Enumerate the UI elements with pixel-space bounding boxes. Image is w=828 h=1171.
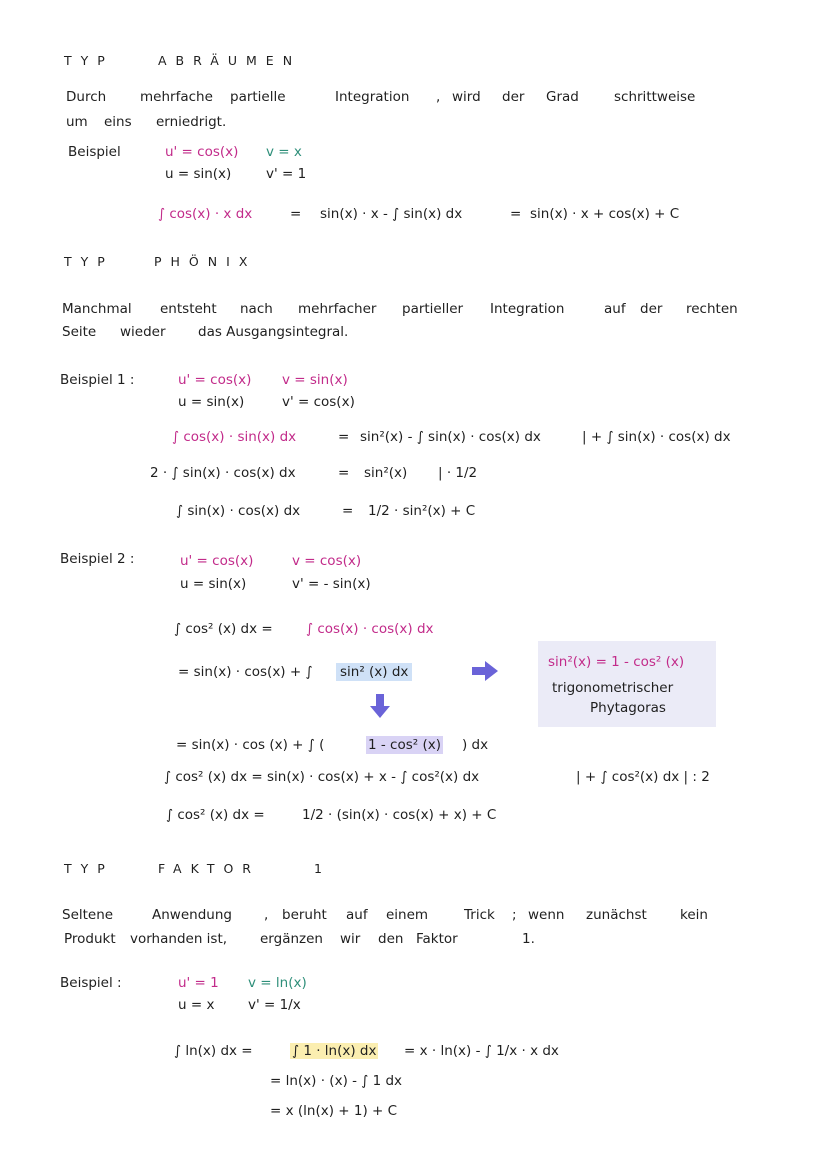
desc-word: wieder [120, 324, 166, 340]
heading-number: 1 [314, 861, 331, 876]
desc-word: wir [340, 931, 361, 947]
box-line3: Phytagoras [590, 700, 666, 716]
ex2-line2-b: sin² (x) dx [336, 663, 412, 681]
example-label: Beispiel 2 : [60, 551, 135, 567]
desc-word: mehrfacher [298, 301, 377, 317]
ex2-line4-op: | + ∫ cos²(x) dx | : 2 [576, 769, 710, 785]
ex2-line2-a: = sin(x) · cos(x) + ∫ [178, 664, 313, 680]
desc-word: Faktor [416, 931, 458, 947]
f1-line1-rhs: = x · ln(x) - ∫ 1/x · x dx [404, 1043, 559, 1059]
arrow-right-icon [472, 661, 498, 681]
desc-word: ergänzen [260, 931, 323, 947]
desc-word: den [378, 931, 404, 947]
desc-word: Seltene [62, 907, 114, 923]
u-prime: u' = 1 [178, 975, 219, 991]
u-prime: u' = cos(x) [165, 144, 239, 160]
equals: = [290, 206, 302, 222]
ex2-line1-lhs: ∫ cos² (x) dx = [174, 621, 273, 637]
v: v = x [266, 144, 302, 160]
desc-word: entsteht [160, 301, 217, 317]
desc-word: Integration [335, 89, 410, 105]
desc-word: der [640, 301, 663, 317]
equals: = [510, 206, 522, 222]
ex1-line3-lhs: ∫ sin(x) · cos(x) dx [176, 503, 301, 519]
desc-word: zunächst [586, 907, 647, 923]
ex2-line3-b: 1 - cos² (x) [368, 737, 441, 753]
desc-word: der [502, 89, 525, 105]
desc-word: einem [386, 907, 429, 923]
equation-mid: sin(x) · x - ∫ sin(x) dx [320, 206, 463, 222]
ex1-line2-op: | · 1/2 [438, 465, 478, 481]
heading-typ: TYP [64, 861, 114, 876]
f1-line1-mid-text: ∫ 1 · ln(x) dx [292, 1043, 377, 1059]
ex1-line2-lhs: 2 · ∫ sin(x) · cos(x) dx [150, 465, 296, 481]
v: v = ln(x) [248, 975, 307, 991]
ex1-line1-a [172, 428, 296, 446]
u: u = sin(x) [180, 576, 247, 592]
desc-word: Grad [546, 89, 579, 105]
desc-word: partielle [230, 89, 286, 105]
ex1-line1-b-text: sin(x) dx [237, 429, 297, 445]
ex2-line5-lhs: ∫ cos² (x) dx = [166, 807, 265, 823]
desc-word: wird [452, 89, 481, 105]
ex1-line3-rhs: 1/2 · sin²(x) + C [368, 503, 476, 519]
desc-word: ; [512, 907, 517, 923]
desc-word: nach [240, 301, 273, 317]
desc-word: erniedrigt. [156, 114, 227, 130]
desc-word: partieller [402, 301, 464, 317]
desc-word: um [66, 114, 88, 130]
desc-word: beruht [282, 907, 327, 923]
desc-word: Anwendung [152, 907, 232, 923]
desc-word: Manchmal [62, 301, 132, 317]
ex1-line1-a-text: ∫ cos(x) · [172, 429, 234, 445]
heading-typ: TYP [64, 53, 114, 68]
desc-word: , [436, 89, 441, 105]
desc-word: 1. [522, 931, 535, 947]
desc-word: kein [680, 907, 708, 923]
desc-word: auf [346, 907, 368, 923]
ex1-line1-rhs: sin²(x) - ∫ sin(x) · cos(x) dx [360, 429, 541, 445]
ex2-line3-c: ) dx [462, 737, 489, 753]
example-label: Beispiel : [60, 975, 122, 991]
heading-phoenix: PHÖNIX [154, 254, 257, 269]
equals: = [342, 503, 354, 519]
u-prime: u' = cos(x) [180, 553, 254, 569]
v-prime: v' = 1 [266, 166, 307, 182]
desc-word: rechten [686, 301, 738, 317]
desc-word: Trick [464, 907, 495, 923]
desc-word: Durch [66, 89, 107, 105]
f1-line2: = ln(x) · (x) - ∫ 1 dx [270, 1073, 403, 1089]
u: u = sin(x) [178, 394, 245, 410]
u: u = sin(x) [165, 166, 232, 182]
u-prime: u' = cos(x) [178, 372, 252, 388]
desc-word: Produkt [64, 931, 116, 947]
v: v = cos(x) [292, 553, 362, 569]
box-line2: trigonometrischer [552, 680, 674, 696]
example-label: Beispiel [68, 144, 121, 160]
ex2-line3-a: = sin(x) · cos (x) + ∫ ( [176, 737, 325, 753]
f1-line3: = x (ln(x) + 1) + C [270, 1103, 398, 1119]
desc-word: schrittweise [614, 89, 696, 105]
f1-line1-mid [290, 1042, 378, 1060]
v-prime: v' = cos(x) [282, 394, 355, 410]
example-label: Beispiel 1 : [60, 372, 135, 388]
box-line1: sin²(x) = 1 - cos² (x) [548, 654, 685, 670]
heading-typ: TYP [64, 254, 114, 269]
desc-word: das Ausgangsintegral. [198, 324, 349, 340]
u: u = x [178, 997, 215, 1013]
ex2-line1-rhs: ∫ cos(x) · cos(x) dx [306, 621, 434, 637]
v: v = sin(x) [282, 372, 348, 388]
equation-lhs [158, 205, 252, 223]
info-box [538, 641, 716, 727]
equals: = [338, 429, 350, 445]
heading-faktor: FAKTOR [158, 861, 260, 876]
ex2-line4: ∫ cos² (x) dx = sin(x) · cos(x) + x - ∫ cos²(x) dx [164, 769, 480, 785]
desc-word: eins [104, 114, 132, 130]
desc-word: Integration [490, 301, 565, 317]
ex2-line5-rhs: 1/2 · (sin(x) · cos(x) + x) + C [302, 807, 497, 823]
f1-line1-lhs: ∫ ln(x) dx = [174, 1043, 253, 1059]
v-prime: v' = 1/x [248, 997, 301, 1013]
equals: = [338, 465, 350, 481]
desc-word: wenn [528, 907, 565, 923]
arrow-down-icon [370, 694, 390, 718]
heading-abraeumen: ABRÄUMEN [158, 53, 302, 68]
equation-lhs-text: ∫ cos(x) · x dx [158, 206, 253, 222]
equation-rhs: sin(x) · x + cos(x) + C [530, 206, 680, 222]
ex1-line1-op: | + ∫ sin(x) · cos(x) dx [582, 429, 731, 445]
desc-word: auf [604, 301, 626, 317]
ex1-line2-rhs: sin²(x) [364, 465, 408, 481]
v-prime: v' = - sin(x) [292, 576, 371, 592]
desc-word: Seite [62, 324, 97, 340]
desc-word: mehrfache [140, 89, 213, 105]
desc-word: , [264, 907, 269, 923]
desc-word: vorhanden ist, [130, 931, 228, 947]
